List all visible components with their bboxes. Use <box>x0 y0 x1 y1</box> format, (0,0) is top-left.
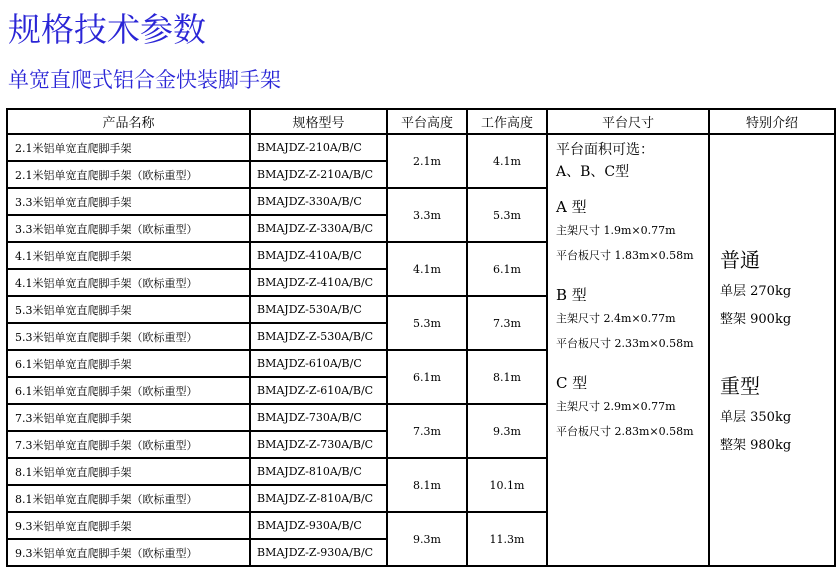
platform-size-block <box>548 135 708 444</box>
normal-single-load: 单层 270kg <box>720 284 792 299</box>
model-cell: BMAJDZ-330A/B/C <box>250 188 387 215</box>
working-height-cell: 10.1m <box>467 458 547 512</box>
product-name-cell: 6.1米铝单宽直爬脚手架（欧标重型） <box>7 377 250 404</box>
model-cell: BMAJDZ-Z-610A/B/C <box>250 377 387 404</box>
platform-type-board: 平台板尺寸 1.83m×0.58m <box>556 249 694 262</box>
spec-body <box>7 134 835 566</box>
page-title: 规格技术参数 <box>8 10 206 49</box>
platform-height-cell: 9.3m <box>387 512 467 566</box>
header-working-height: 工作高度 <box>467 109 547 134</box>
heavy-whole-load: 整架 980kg <box>720 438 792 453</box>
platform-type-frame: 主架尺寸 2.4m×0.77m <box>556 312 676 325</box>
table-row <box>7 134 835 161</box>
header-special: 特别介绍 <box>709 109 835 134</box>
platform-type-title: A 型 <box>556 198 587 216</box>
working-height-cell: 6.1m <box>467 242 547 296</box>
platform-type-board: 平台板尺寸 2.83m×0.58m <box>556 425 694 438</box>
platform-size-options: A、B、C型 <box>556 164 630 180</box>
header-model: 规格型号 <box>250 109 387 134</box>
spec-table <box>6 108 836 567</box>
product-name-cell: 3.3米铝单宽直爬脚手架（欧标重型） <box>7 215 250 242</box>
platform-height-cell: 4.1m <box>387 242 467 296</box>
page-subtitle: 单宽直爬式铝合金快装脚手架 <box>8 68 281 92</box>
working-height-cell: 11.3m <box>467 512 547 566</box>
model-cell: BMAJDZ-Z-730A/B/C <box>250 431 387 458</box>
working-height-cell: 8.1m <box>467 350 547 404</box>
product-name-cell: 2.1米铝单宽直爬脚手架（欧标重型） <box>7 161 250 188</box>
model-cell: BMAJDZ-930A/B/C <box>250 512 387 539</box>
model-cell: BMAJDZ-530A/B/C <box>250 296 387 323</box>
header-row <box>7 109 835 134</box>
platform-height-cell: 5.3m <box>387 296 467 350</box>
product-name-cell: 5.3米铝单宽直爬脚手架（欧标重型） <box>7 323 250 350</box>
product-name-cell: 9.3米铝单宽直爬脚手架 <box>7 512 250 539</box>
model-cell: BMAJDZ-610A/B/C <box>250 350 387 377</box>
header-product-name: 产品名称 <box>7 109 250 134</box>
platform-type-board: 平台板尺寸 2.33m×0.58m <box>556 337 694 350</box>
product-name-cell: 3.3米铝单宽直爬脚手架 <box>7 188 250 215</box>
model-cell: BMAJDZ-Z-930A/B/C <box>250 539 387 566</box>
working-height-cell: 9.3m <box>467 404 547 458</box>
platform-size-cell <box>547 134 709 566</box>
platform-type-title: C 型 <box>556 374 588 392</box>
working-height-cell: 4.1m <box>467 134 547 188</box>
heavy-type-title: 重型 <box>720 374 760 398</box>
platform-height-cell: 8.1m <box>387 458 467 512</box>
product-name-cell: 2.1米铝单宽直爬脚手架 <box>7 134 250 161</box>
platform-type-frame: 主架尺寸 1.9m×0.77m <box>556 224 676 237</box>
model-cell: BMAJDZ-210A/B/C <box>250 134 387 161</box>
header-platform-height: 平台高度 <box>387 109 467 134</box>
product-name-cell: 5.3米铝单宽直爬脚手架 <box>7 296 250 323</box>
platform-type-frame: 主架尺寸 2.9m×0.77m <box>556 400 676 413</box>
product-name-cell: 7.3米铝单宽直爬脚手架（欧标重型） <box>7 431 250 458</box>
model-cell: BMAJDZ-730A/B/C <box>250 404 387 431</box>
product-name-cell: 9.3米铝单宽直爬脚手架（欧标重型） <box>7 539 250 566</box>
special-block <box>710 135 834 459</box>
product-name-cell: 7.3米铝单宽直爬脚手架 <box>7 404 250 431</box>
product-name-cell: 4.1米铝单宽直爬脚手架（欧标重型） <box>7 269 250 296</box>
platform-height-cell: 6.1m <box>387 350 467 404</box>
model-cell: BMAJDZ-810A/B/C <box>250 458 387 485</box>
working-height-cell: 5.3m <box>467 188 547 242</box>
model-cell: BMAJDZ-Z-210A/B/C <box>250 161 387 188</box>
normal-type-title: 普通 <box>720 248 760 272</box>
platform-size-intro: 平台面积可选： <box>556 142 654 158</box>
model-cell: BMAJDZ-Z-810A/B/C <box>250 485 387 512</box>
platform-type-title: B 型 <box>556 286 587 304</box>
header-platform-size: 平台尺寸 <box>547 109 709 134</box>
platform-height-cell: 3.3m <box>387 188 467 242</box>
normal-whole-load: 整架 900kg <box>720 312 792 327</box>
platform-height-cell: 7.3m <box>387 404 467 458</box>
product-name-cell: 8.1米铝单宽直爬脚手架（欧标重型） <box>7 485 250 512</box>
product-name-cell: 4.1米铝单宽直爬脚手架 <box>7 242 250 269</box>
model-cell: BMAJDZ-Z-410A/B/C <box>250 269 387 296</box>
platform-height-cell: 2.1m <box>387 134 467 188</box>
heavy-single-load: 单层 350kg <box>720 410 792 425</box>
product-name-cell: 6.1米铝单宽直爬脚手架 <box>7 350 250 377</box>
model-cell: BMAJDZ-Z-330A/B/C <box>250 215 387 242</box>
model-cell: BMAJDZ-Z-530A/B/C <box>250 323 387 350</box>
model-cell: BMAJDZ-410A/B/C <box>250 242 387 269</box>
special-cell <box>709 134 835 566</box>
working-height-cell: 7.3m <box>467 296 547 350</box>
product-name-cell: 8.1米铝单宽直爬脚手架 <box>7 458 250 485</box>
